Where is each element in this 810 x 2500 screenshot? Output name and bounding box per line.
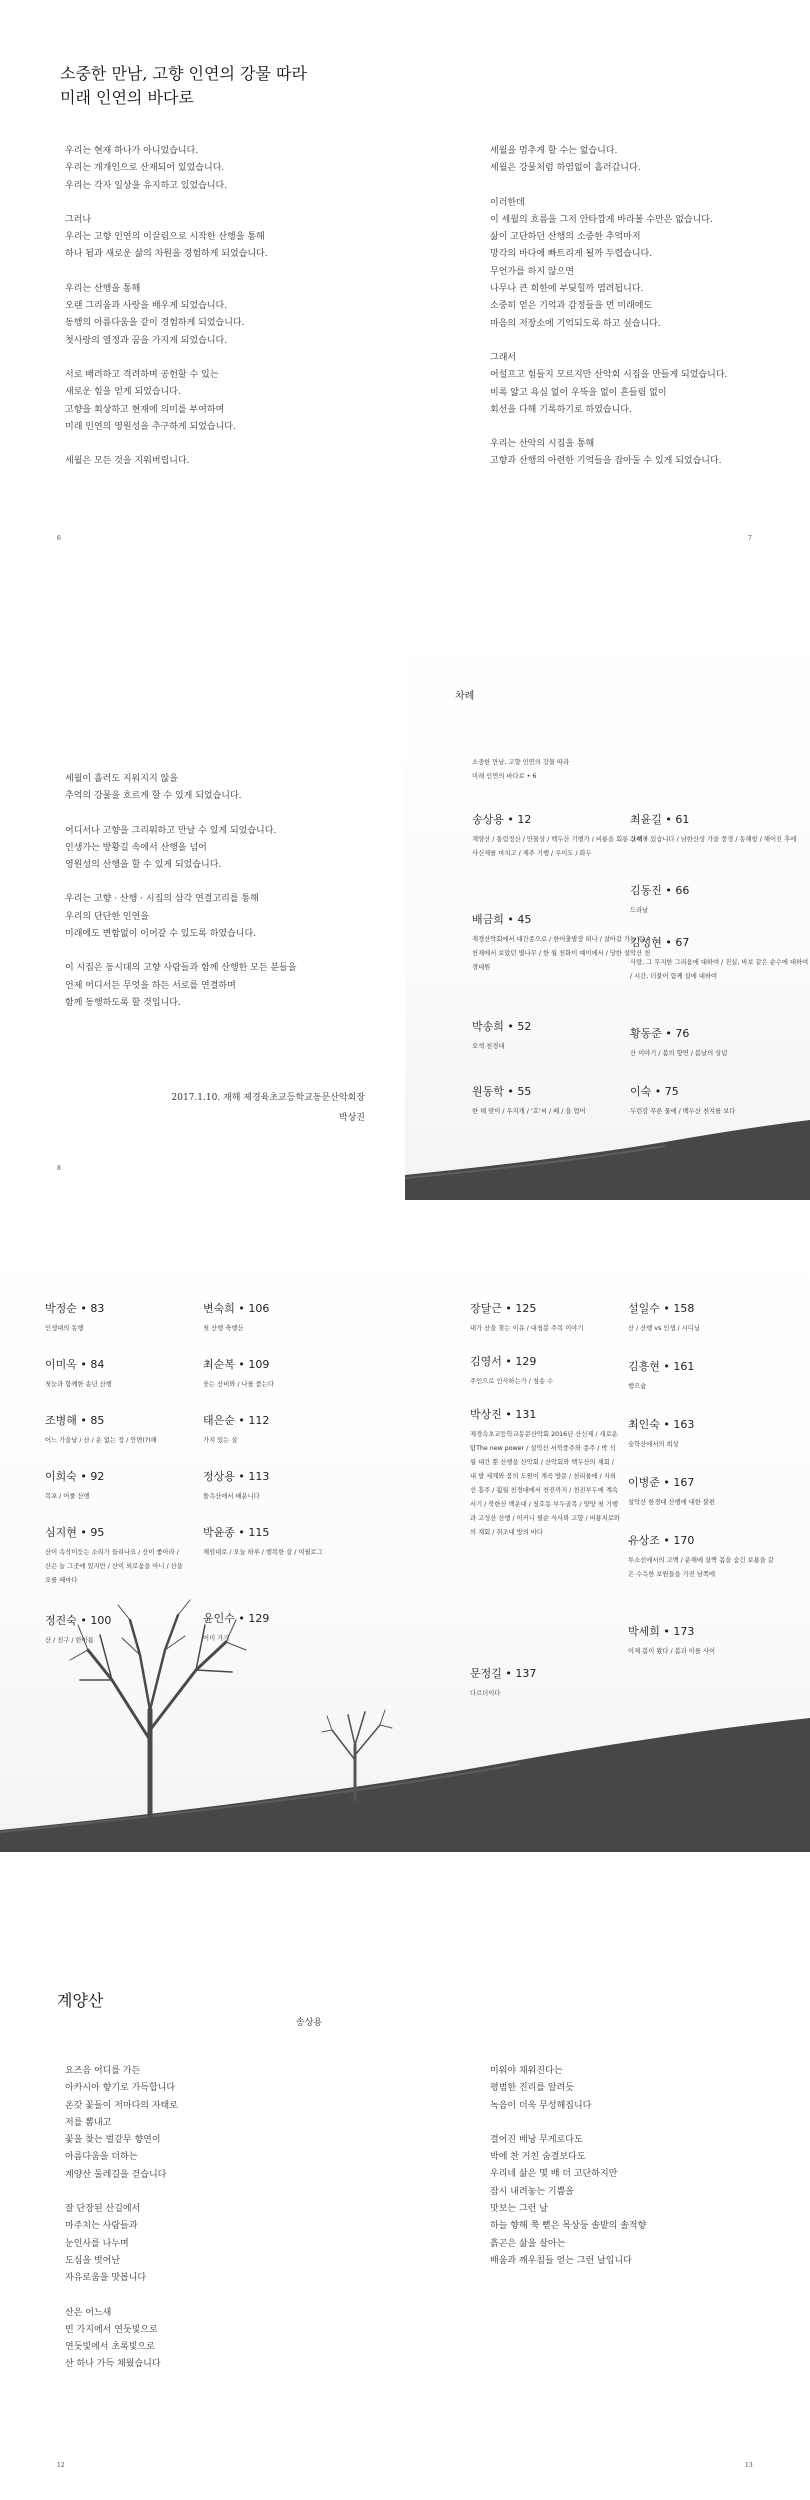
toc-entry[interactable] [203, 1356, 353, 1392]
toc-entry[interactable] [628, 1300, 778, 1336]
entry-poems: 웃는 산비와 / 나를 품는다 [203, 1381, 274, 1388]
entry-author: 김영서 • 129 [470, 1355, 537, 1368]
entry-author: 원동학 • 55 [472, 1085, 532, 1098]
stanza: 미워야 채워진다는 평범한 진리를 알려듯 녹음이 더욱 무성해집니다 [490, 2066, 592, 2111]
toc-entry[interactable] [630, 934, 810, 984]
toc-page [405, 620, 810, 1200]
paragraph: 세월이 흘러도 지워지지 않을 추억의 강물을 흐르게 할 수 있게 되었습니다. [65, 774, 242, 802]
paragraph: 이러한데 이 세월의 흐름을 그저 안타깝게 바라볼 수만은 없습니다. 삶이 고단하던 산행의 소중한 추억마저 망각의 바다에 빠트리게 될까 두렵습니다. 무언가를 하지 않으면 나무나 큰 희한에 부딪힐까 염려됩니다. 소중히 얻은 기억과 감정들을 먼 미래에도 마음의 저장소에 기억되도록 하고 싶습니다. [490, 197, 713, 329]
entry-author: 박송희 • 52 [472, 1020, 532, 1033]
entry-author: 이병준 • 167 [628, 1476, 695, 1489]
toc-entry[interactable] [470, 1665, 620, 1701]
toc-entry[interactable] [472, 1083, 652, 1119]
stanza: 산은 어느새 빈 가지에서 연둣빛으로 연둣빛에서 초록빛으로 산 하나 가득 채웠습니다 [65, 2307, 161, 2370]
toc-title: 차례 [455, 691, 475, 702]
entry-poems: 산이 속삭이듯는 소리가 들리나요 / 산이 좋아라 / 산은 늘 그곳에 있지만 / 산이 외로움을 아니 / 산을 오를 때마다 [45, 1549, 183, 1584]
spread-2 [0, 620, 810, 1240]
paragraph: 우리는 현재 하나가 아니었습니다. 우리는 개개인으로 산재되어 있었습니다. 우리는 각자 일상을 유지하고 있었습니다. [65, 146, 228, 191]
entry-poems: 제임대로 / 오늘 하루 / 행복한 살 / 여필로그 [203, 1549, 323, 1556]
toc-entry[interactable] [470, 1406, 620, 1540]
entry-author: 태은순 • 112 [203, 1414, 270, 1427]
page-number-right: 13 [745, 2462, 753, 2469]
entry-poems: 두런강 푸른 물에 / 백두산 천지를 보다 [630, 1108, 736, 1115]
page-number-left: 12 [57, 2462, 65, 2469]
toc-intro: 소중한 만남, 고향 인연의 강물 따라 미래 인연의 바다로 • 6 [472, 759, 570, 780]
entry-author: 장달근 • 125 [470, 1302, 537, 1315]
entry-poems: 돌속산에서 배운니다 [203, 1493, 260, 1500]
paragraph: 우리는 산악의 시집을 통해 고향과 산행의 아련한 기억들을 잡아둘 수 있게 되었습니다. [490, 439, 722, 467]
entry-poems: 행으슘 [628, 1383, 647, 1390]
foreword-continued [65, 771, 405, 1012]
spread-4 [0, 1852, 810, 2500]
entry-author: 김성현 • 67 [630, 936, 690, 949]
page-number-left: 8 [57, 1165, 61, 1172]
toc-entry[interactable] [630, 1025, 810, 1061]
entry-author: 배금희 • 45 [472, 913, 532, 926]
entry-poems: 어미 가기 [203, 1635, 230, 1642]
entry-poems: 주인으로 인사하는가 / 청송 수 [470, 1378, 554, 1385]
entry-author: 최인숙 • 163 [628, 1418, 695, 1431]
entry-poems: 어느 가을날 / 산 / 운 없는 정 / 안면(?)해 [45, 1437, 157, 1444]
entry-poems: 숲학산에서의 희상 [628, 1441, 679, 1448]
poem-author: 송상용 [296, 2018, 323, 2028]
toc-entry[interactable] [470, 1300, 620, 1336]
entry-author: 유상조 • 170 [628, 1534, 695, 1547]
body-text-right [490, 143, 810, 471]
entry-poems: 첫 산행 축행산 [203, 1325, 244, 1332]
paragraph: 그러나 우리는 고향 인연의 이끌림으로 시작한 산행을 통해 하나 됨과 새로운 삶의 차원을 경험하게 되었습니다. [65, 214, 268, 260]
toc-entry[interactable] [45, 1524, 185, 1588]
entry-author: 이숙 • 75 [630, 1085, 679, 1098]
entry-author: 박상진 • 131 [470, 1408, 537, 1421]
spread-3 [0, 1240, 810, 1852]
paragraph: 세월을 멈추게 할 수는 없습니다. 세월은 강물처럼 하염없이 흘러갑니다. [490, 146, 641, 174]
toc-entry[interactable] [45, 1300, 185, 1336]
toc-entry[interactable] [628, 1416, 778, 1452]
toc-entry[interactable] [470, 1353, 620, 1389]
entry-author: 설일수 • 158 [628, 1302, 695, 1315]
stanza: 잘 단장된 산길에서 마주치는 사람들과 눈인사를 나누며 도심을 벗어난 자유로움을 맛봅니다 [65, 2204, 147, 2284]
body-text-left [65, 143, 395, 470]
title-line-2: 미래 인연의 바다로 [60, 88, 194, 107]
entry-poems: 첫눈과 함께한 송년 산행 [45, 1381, 112, 1388]
page-number-left: 6 [57, 535, 61, 542]
toc-entry[interactable] [45, 1412, 185, 1448]
entry-poems: 산 이야기 / 봄의 향연 / 봄날의 상념 [630, 1050, 728, 1057]
entry-author: 박윤종 • 115 [203, 1526, 270, 1539]
entry-author: 정상용 • 113 [203, 1470, 270, 1483]
toc-entry[interactable] [472, 911, 652, 975]
toc-entry[interactable] [203, 1610, 353, 1646]
entry-author: 송상용 • 12 [472, 813, 532, 826]
entry-poems: 설악산 한경대 산행에 대한 불편 [628, 1499, 716, 1506]
paragraph: 어디서나 고향을 그리워하고 만날 수 있게 되었습니다. 인생가는 방황길 속에서 산행을 넘어 영원성의 산행을 할 수 있게 되었습니다. [65, 825, 277, 871]
entry-author: 심지현 • 95 [45, 1526, 105, 1539]
entry-author: 조병해 • 85 [45, 1414, 105, 1427]
toc-entry[interactable] [472, 811, 652, 861]
entry-poems: 드라날 [630, 907, 649, 914]
toc-entry[interactable] [630, 882, 810, 918]
signature-name: 박상진 [338, 1113, 365, 1123]
toc-entry[interactable] [472, 1018, 652, 1054]
toc-entry[interactable] [45, 1468, 185, 1504]
toc-entry[interactable] [628, 1358, 778, 1394]
entry-poems: 제경속초교등학교동문산악회 2016년 산신제 / 새로운 탐The new power / 설악산 서북풍주와 종주 / 박 석 월 대간 뿐 산행을 산악회 / 산악회와 백두산의 재회 / 내 발 세계와 붐의 도원이 계곡 방문 / 천리물에 / 자외선 흥주 / 훨월 천경대에서 천진까지 / 천진부두에 계속 서기 / 북한산 백운대 / 청호동 부두골목 / 양양 첫 기행과 고성산 산행 / 이커니 필순 식사와 고향 / 비룡처로와의 재회 / 취조대 방의 바다 [470, 1431, 620, 1536]
paragraph: 그래서 어설프고 힘들지 모르지만 산악회 시집을 만들게 되었습니다. 비록 얇고 욕심 없이 우뚝을 없이 흔들림 없이 회선을 다해 기록하기로 하였습니다. [490, 352, 728, 415]
entry-poems: 재경산악회에서 대간종으로 / 한어출발장 떠나 / 살아갈 가는 길 / 천재에서 보았던 별나무 / 한 월 천화이 예이에서 / 당한 설악산 천경대원 [472, 936, 651, 971]
paragraph: 세월은 모든 것을 지워버립니다. [65, 456, 190, 467]
entry-poems: 투소선에서의 고백 / 운해에 살짝 몸을 숨긴 보룡을 같은 수윽한 보원들을 가진 남쪽에 [628, 1557, 774, 1578]
stanza: 요즈음 어디를 가든 아카시아 향기로 가득합니다 온갖 꽃들이 저마다의 자태로 저를 뽐내고 꽃을 찾는 벌같무 향연이 아름다움을 더하는 계양산 둘레길을 걷습니다 [65, 2066, 178, 2180]
paragraph: 서로 배려하고 격려하며 공헌할 수 있는 새로운 힘을 얻게 되었습니다. 고향을 회상하고 현재에 의미를 부여하며 미래 인연의 영원성을 추구하게 되었습니다. [65, 369, 236, 432]
stanza: 결어진 배낭 무게로다도 박에 찬 거친 숨결보다도 우리네 삶은 몇 배 더 고단하지만 잠시 내려놓는 기쁨을 맛보는 그런 날 하늘 향해 쭉 뻗은 목상둥 솔밭의 솔적향 흙곤은 삶을 살아는 배움과 깨우침들 얻는 그런 날입니다 [490, 2134, 647, 2266]
paragraph: 이 시집은 동시대의 고향 사람들과 함께 산행한 모든 분들을 언제 어디서든 무엇을 하든 서로를 연결하며 함께 동행하도록 할 것입니다. [65, 963, 297, 1008]
entry-poems: 오색 천경대 [472, 1043, 505, 1050]
entry-poems: 다르더이다 [470, 1690, 501, 1697]
entry-author: 변숙희 • 106 [203, 1302, 270, 1315]
poem-text-left [65, 2063, 385, 2374]
entry-author: 황동준 • 76 [630, 1027, 690, 1040]
entry-poems: 산 / 친구 / 한아름 [45, 1637, 94, 1644]
signature-date: 2017.1.10. 재해 제경육초교등학교동문산악회장 [171, 1093, 365, 1103]
entry-poems: 가지 있는 살 [203, 1437, 238, 1444]
entry-author: 최윤길 • 61 [630, 813, 690, 826]
toc-entry[interactable] [630, 1083, 810, 1119]
poem-title: 계양산 [57, 1991, 104, 2010]
entry-poems: 이제 봄이 왔다 / 봄과 이를 사이 [628, 1648, 716, 1655]
title-line-1: 소중한 만남, 고향 인연의 강물 따라 [60, 64, 307, 83]
entry-poems: 산 / 산행 vs 인생 / 시디닐 [628, 1325, 700, 1332]
entry-poems: 목포 / 어룰 산행 [45, 1493, 90, 1500]
entry-poems: 그대가 있습니다 / 남한산성 가을 풍경 / 동해항 / 해어진 후에 [630, 836, 797, 843]
toc-entry[interactable] [630, 811, 810, 847]
toc-entry[interactable] [628, 1532, 778, 1582]
spread-1 [0, 0, 810, 620]
entry-author: 박세희 • 173 [628, 1625, 695, 1638]
toc-entry[interactable] [45, 1356, 185, 1392]
entry-author: 정진숙 • 100 [45, 1614, 112, 1627]
page-number-right: 7 [748, 535, 752, 542]
page-title [60, 62, 390, 110]
entry-poems: 내가 산을 찾는 이유 / 대청봉 주목 이야기 [470, 1325, 584, 1332]
entry-author: 최순복 • 109 [203, 1358, 270, 1371]
entry-author: 이희숙 • 92 [45, 1470, 105, 1483]
entry-poems: 계양산 / 통림정산 / 만물상 / 백두산 기행가 / 비룡을 회롱 산책 / 사신제를 마치고 / 제주 기행 / 우이도 / 화두 [472, 836, 647, 857]
entry-author: 김동진 • 66 [630, 884, 690, 897]
poem-text-right [490, 2063, 810, 2270]
toc-entry[interactable] [203, 1524, 353, 1560]
paragraph: 우리는 고향 · 산행 · 시집의 삼각 연결고리를 통해 우리의 단단한 인연을 미래에도 변함없이 이어갈 수 있도록 하였습니다. [65, 894, 259, 940]
toc-entry[interactable] [45, 1612, 185, 1648]
toc-entry[interactable] [203, 1412, 353, 1448]
entry-author: 이미옥 • 84 [45, 1358, 105, 1371]
toc-entry[interactable] [203, 1300, 353, 1336]
entry-author: 김흥현 • 161 [628, 1360, 695, 1373]
entry-poems: 사랑, 그 무지한 그리움에 대하여 / 진실, 바보 같은 순수에 대하여 / 시간, 더불어 함께 살에 대하여 [630, 959, 809, 980]
entry-author: 윤인수 • 129 [203, 1612, 270, 1625]
entry-poems: 한 해 맞이 / 우지개 / ‘호’씨 / 배 / 을 업어 [472, 1108, 586, 1115]
entry-poems: 인생대의 동행 [45, 1325, 84, 1332]
paragraph: 우리는 산행을 통해 오랜 그리움과 사랑을 배우게 되었습니다. 동행의 아름다움을 같이 경험하게 되었습니다. 첫사랑의 열정과 꿈을 가지게 되었습니다. [65, 283, 245, 346]
entry-author: 문정길 • 137 [470, 1667, 537, 1680]
toc-entry[interactable] [628, 1623, 778, 1659]
entry-author: 박정순 • 83 [45, 1302, 105, 1315]
toc-entry[interactable] [203, 1468, 353, 1504]
toc-entry[interactable] [628, 1474, 778, 1510]
